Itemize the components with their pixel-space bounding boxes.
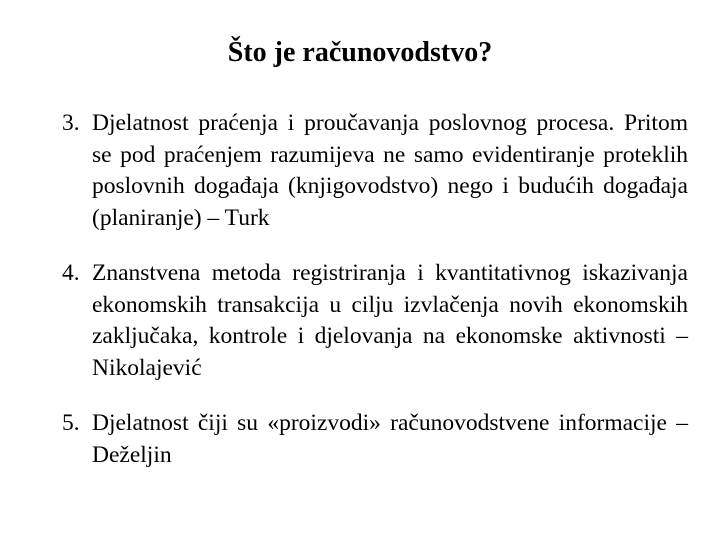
definition-item-4 — [62, 258, 688, 384]
slide-title: Što je računovodstvo? — [227, 37, 493, 68]
item-text: Djelatnost praćenja i proučavanja poslovnog procesa. Pritom se pod praćenjem razumijeva ne samo evidentiranje proteklih poslovnih događaja (knjigovodstvo) nego i budućih događaja (planiranje) – Turk — [92, 110, 688, 231]
definition-item-5 — [62, 408, 688, 471]
item-number: 4. — [62, 260, 80, 286]
definition-list — [62, 108, 688, 471]
definition-item-3 — [62, 108, 688, 234]
item-text: Djelatnost čiji su «proizvodi» računovodstvene informacije – Deželjin — [92, 410, 688, 468]
item-number: 3. — [62, 110, 80, 136]
item-text: Znanstvena metoda registriranja i kvantitativnog iskazivanja ekonomskih transakcija u cilju izvlačenja novih ekonomskih zaključaka, kontrole i djelovanja na ekonomske aktivnosti – Nikolajević — [92, 260, 688, 381]
item-number: 5. — [62, 410, 80, 436]
